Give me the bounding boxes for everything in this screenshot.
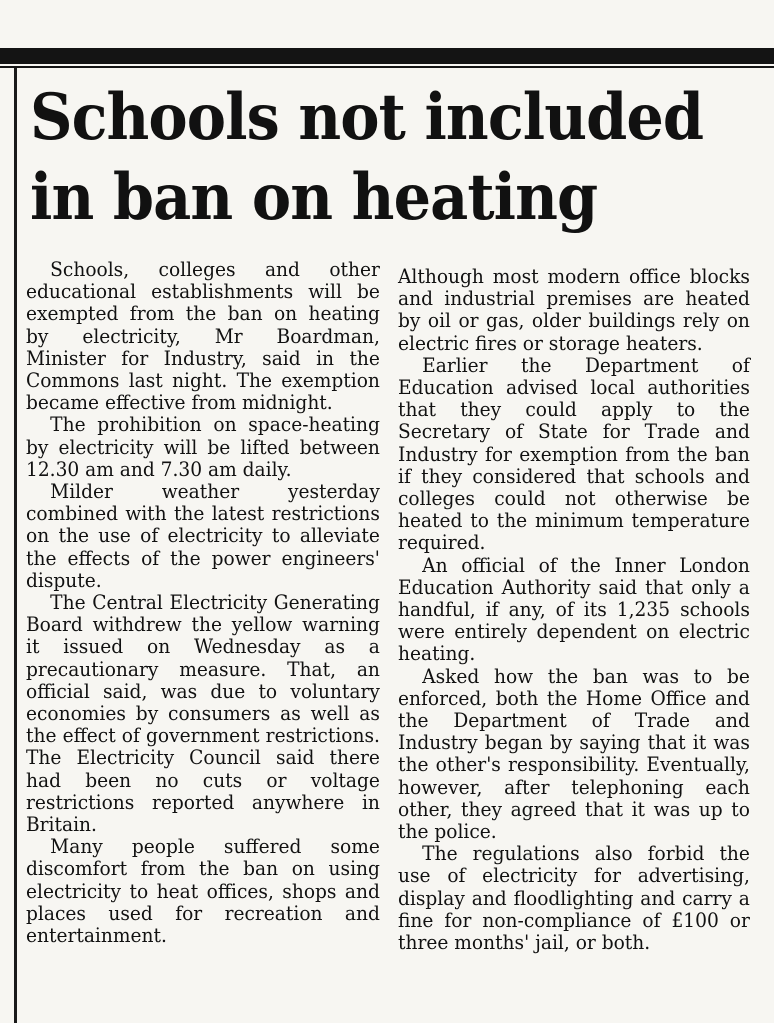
paragraph: The Central Electricity Generating Board withdrew the yellow warning it issued on Wednesday as a precautionary measure. That, an official said, was due to voluntary economies by consumers as well as the effect of government restrictions. The Electricity Council said there had been no cuts or voltage restrictions reported anywhere in Britain.: [26, 590, 380, 837]
paragraph: The regulations also forbid the use of electricity for advertising, display and floodlighting and carry a fine for non-compliance of £100 or three months' jail, or both.: [398, 841, 750, 955]
article-column-right: [398, 265, 750, 953]
article-column-left: [26, 258, 380, 946]
headline-line-2: in ban on heating: [30, 160, 598, 235]
paragraph: The prohibition on space-heating by electricity will be lifted between 12.30 am and 7.30 am daily.: [26, 412, 380, 481]
paragraph: An official of the Inner London Education Authority said that only a handful, if any, of its 1,235 schools were entirely dependent on electric heating.: [398, 552, 750, 666]
top-rule-thick: [0, 48, 774, 64]
paragraph: Milder weather yesterday combined with the latest restrictions on the use of electricity to alleviate the effects of the power engineers' dispute.: [26, 479, 380, 592]
paragraph: Schools, colleges and other educational establishments will be exempted from the ban on heating by electricity, Mr Boardman, Minister for Industry, said in the Commons last night. The exemption became effective from midnight.: [26, 257, 380, 415]
paragraph: Asked how the ban was to be enforced, both the Home Office and the Department of Trade and Industry began by saying that it was the other's responsibility. Eventually, however, after telephoning each other, they agreed that it was up to the police.: [398, 663, 750, 844]
headline-line-1: Schools not included: [30, 80, 704, 155]
paragraph: Earlier the Department of Education advised local authorities that they could apply to the Secretary of State for Trade and Industry for exemption from the ban if they considered that schools and colleges could not otherwise be heated to the minimum temperature required.: [398, 352, 750, 555]
paragraph: Many people suffered some discomfort from the ban on using electricity to heat offices, shops and places used for recreation and entertainment.: [26, 834, 380, 948]
paragraph: Although most modern office blocks and industrial premises are heated by oil or gas, older buildings rely on electric fires or storage heaters.: [398, 264, 750, 355]
headline: [30, 78, 704, 238]
column-rule-left: [14, 68, 17, 1023]
top-rule-thin: [0, 66, 774, 68]
